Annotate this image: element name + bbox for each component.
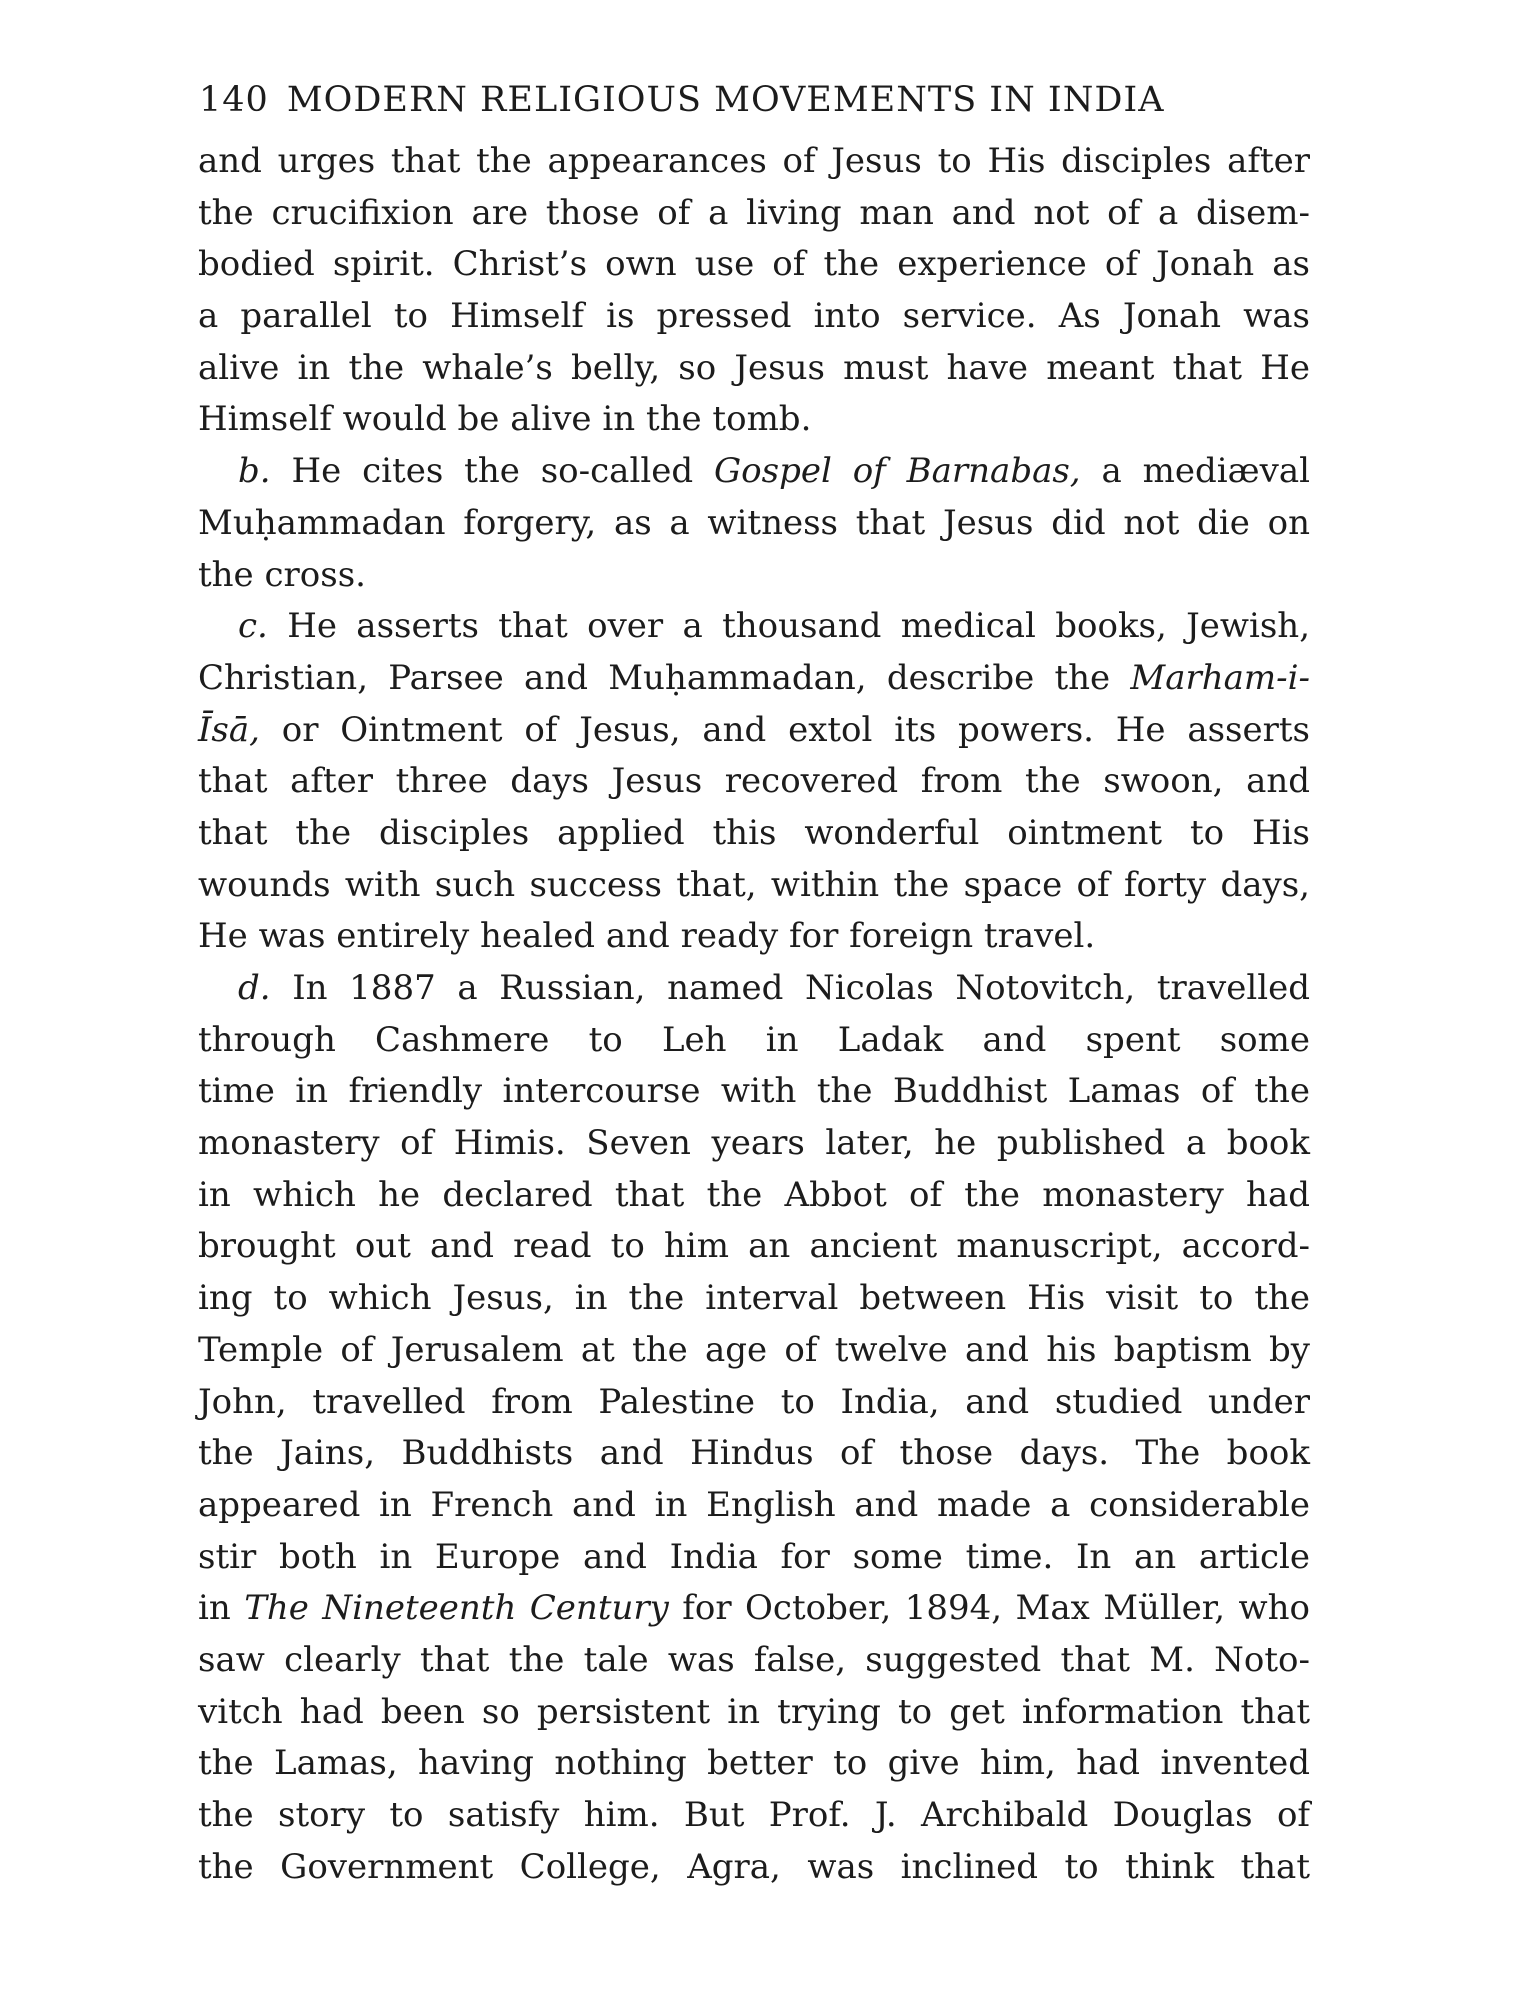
text-line — [198, 446, 1310, 498]
text-line: in which he declared that the Abbot of the monastery had — [198, 1174, 1310, 1215]
text-segment: in — [198, 1588, 231, 1629]
text-line: through Cashmere to Leh in Ladak and spent some — [198, 1019, 1310, 1060]
text-line: the story to satisfy him. But Prof. J. Archibald Douglas of — [198, 1795, 1310, 1835]
text-line: stir both in Europe and India for some time. In an article — [198, 1536, 1310, 1577]
text-segment: or Ointment of Jesus, and extol its powers. He asserts — [281, 709, 1310, 750]
italic-title: Gospel of Barnabas, — [713, 451, 1081, 492]
paragraph-b — [198, 446, 1310, 601]
text-line — [198, 1583, 1310, 1635]
text-line — [198, 705, 1310, 757]
text-line — [198, 963, 1310, 1015]
text-line: that the disciples applied this wonderful ointment to His — [198, 812, 1310, 853]
text-line: the Government College, Agra, was inclined to think that — [198, 1846, 1310, 1887]
page-number: 140 — [199, 80, 269, 120]
text-line: time in friendly intercourse with the Buddhist Lamas of the — [198, 1071, 1310, 1112]
text-line: vitch had been so persistent in trying to get information that — [198, 1691, 1310, 1732]
text-line: alive in the whale’s belly, so Jesus must have meant that He — [198, 347, 1310, 388]
text-line: and urges that the appearances of Jesus to His disciples after — [198, 141, 1310, 181]
text-line — [198, 653, 1310, 705]
text-line — [198, 601, 1310, 653]
text-line: wounds with such success that, within the space of forty days, — [198, 864, 1310, 905]
text-line: saw clearly that the tale was false, suggested that M. Noto- — [198, 1639, 1310, 1680]
italic-term: Īsā, — [198, 709, 260, 750]
text-line: the Jains, Buddhists and Hindus of those days. The book — [198, 1433, 1310, 1474]
paragraph-label: c. — [238, 606, 268, 647]
running-head — [199, 74, 1310, 136]
text-line: a parallel to Himself is pressed into service. As Jonah was — [198, 296, 1310, 337]
text-segment: He cites the so-called — [291, 451, 694, 492]
paragraph-label: b. — [238, 451, 271, 492]
text-line: bodied spirit. Christ’s own use of the experience of Jonah as — [198, 244, 1310, 285]
text-line: the Lamas, having nothing better to give him, had invented — [198, 1743, 1310, 1784]
journal-title: The Nineteenth Century — [244, 1588, 669, 1629]
body-text — [198, 136, 1310, 1893]
italic-term: Marham-i- — [1130, 657, 1310, 698]
paragraph-d — [198, 963, 1310, 1893]
text-segment: He asserts that over a thousand medical books, Jewish, — [287, 606, 1311, 647]
text-line: that after three days Jesus recovered from the swoon, and — [198, 761, 1310, 802]
text-line: the cross. — [198, 554, 366, 595]
text-line: Himself would be alive in the tomb. — [198, 399, 812, 440]
text-line: brought out and read to him an ancient manuscript, accord- — [198, 1226, 1310, 1267]
text-line: the crucifixion are those of a living man and not of a disem- — [198, 192, 1310, 233]
text-line: He was entirely healed and ready for foreign travel. — [198, 916, 1096, 957]
text-line: appeared in French and in English and made a considerable — [198, 1484, 1310, 1525]
paragraph-c — [198, 601, 1310, 963]
text-line: Temple of Jerusalem at the age of twelve and his baptism by — [198, 1329, 1310, 1370]
text-line: Muḥammadan forgery, as a witness that Jesus did not die on — [198, 502, 1310, 543]
paragraph-a — [198, 136, 1310, 446]
paragraph-label: d. — [238, 968, 271, 1008]
text-segment: a mediæval — [1101, 451, 1310, 492]
text-segment: Christian, Parsee and Muḥammadan, describe the — [198, 657, 1111, 698]
text-segment: for October, 1894, Max Müller, who — [682, 1588, 1311, 1629]
text-line: ing to which Jesus, in the interval between His visit to the — [198, 1278, 1310, 1319]
text-line: John, travelled from Palestine to India, and studied under — [198, 1381, 1310, 1422]
book-page — [198, 74, 1310, 1893]
running-title: MODERN RELIGIOUS MOVEMENTS IN INDIA — [286, 80, 1165, 120]
text-line: monastery of Himis. Seven years later, he published a book — [198, 1123, 1310, 1164]
text-segment: In 1887 a Russian, named Nicolas Notovitch, travelled — [292, 968, 1310, 1008]
